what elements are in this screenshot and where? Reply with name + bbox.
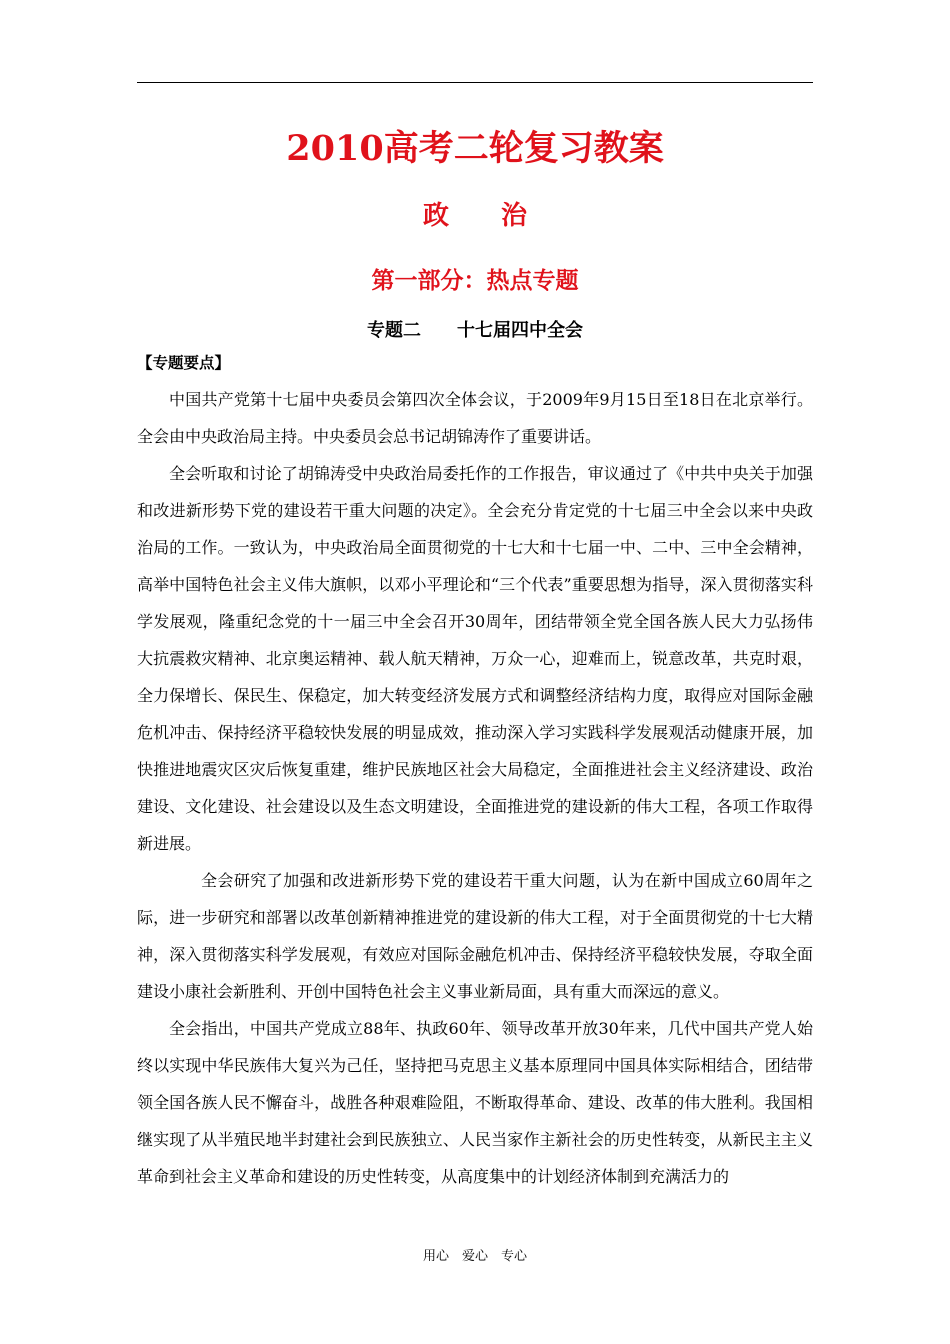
paragraph: 全会研究了加强和改进新形势下党的建设若干重大问题，认为在新中国成立60周年之际，进一步研究和部署以改革创新精神推进党的建设新的伟大工程，对于全面贯彻党的十七大精神，深入贯彻落实科学发展观，有效应对国际金融危机冲击、保持经济平稳较快发展，夺取全面建设小康社会新胜利、开创中国特色社会主义事业新局面，具有重大而深远的意义。 <box>137 871 813 1001</box>
header-rule <box>137 82 813 83</box>
topic-title: 专题二 十七届四中全会 <box>367 320 583 341</box>
paragraph: 全会指出，中国共产党成立88年、执政60年、领导改革开放30年来，几代中国共产党人始终以实现中华民族伟大复兴为己任，坚持把马克思主义基本原理同中国具体实际相结合，团结带领全国各族人民不懈奋斗，战胜各种艰难险阻，不断取得革命、建设、改革的伟大胜利。我国相继实现了从半殖民地半封建社会到民族独立、人民当家作主新社会的历史性转变，从新民主主义革命到社会主义革命和建设的历史性转变，从高度集中的计划经济体制到充满活力的 <box>137 1019 813 1186</box>
main-title: 2010高考二轮复习教案 <box>286 128 664 169</box>
paragraph: 中国共产党第十七届中央委员会第四次全体会议，于2009年9月15日至18日在北京举行。全会由中央政治局主持。中央委员会总书记胡锦涛作了重要讲话。 <box>137 390 813 446</box>
section-label: 【专题要点】 <box>137 353 231 372</box>
subject-title: 政 治 <box>422 201 527 231</box>
page-footer: 用心 爱心 专心 <box>422 1249 527 1264</box>
body-text <box>137 381 813 1195</box>
part-title: 第一部分：热点专题 <box>371 267 579 294</box>
paragraph: 全会听取和讨论了胡锦涛受中央政治局委托作的工作报告，审议通过了《中共中央关于加强和改进新形势下党的建设若干重大问题的决定》。全会充分肯定党的十七届三中全会以来中央政治局的工作。一致认为，中央政治局全面贯彻党的十七大和十七届一中、二中、三中全会精神，高举中国特色社会主义伟大旗帜，以邓小平理论和“三个代表”重要思想为指导，深入贯彻落实科学发展观，隆重纪念党的十一届三中全会召开30周年，团结带领全党全国各族人民大力弘扬伟大抗震救灾精神、北京奥运精神、载人航天精神，万众一心，迎难而上，锐意改革，共克时艰，全力保增长、保民生、保稳定，加大转变经济发展方式和调整经济结构力度，取得应对国际金融危机冲击、保持经济平稳较快发展的明显成效，推动深入学习实践科学发展观活动健康开展，加快推进地震灾区灾后恢复重建，维护民族地区社会大局稳定，全面推进社会主义经济建设、政治建设、文化建设、社会建设以及生态文明建设，全面推进党的建设新的伟大工程，各项工作取得新进展。 <box>137 464 813 853</box>
